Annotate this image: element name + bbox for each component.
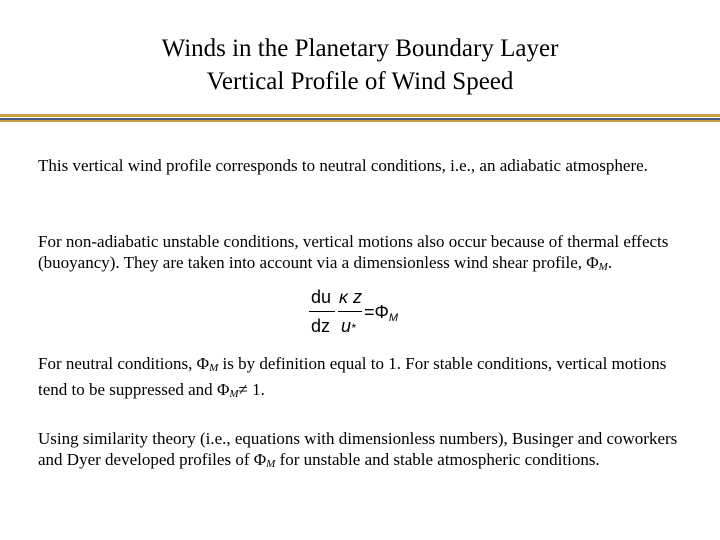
p3-text-c: ≠ 1.: [238, 380, 265, 399]
eq-fraction-bar-1: [309, 311, 335, 312]
phi-m-symbol: ΦM: [253, 450, 276, 470]
phi-m-symbol: ΦM: [216, 380, 239, 400]
slide-title: [0, 32, 720, 98]
p3-text-b: is by definition equal to 1. For stable conditions, vertical motions tend to be suppressed and: [38, 354, 667, 399]
phi-m-symbol: ΦM: [586, 253, 608, 273]
paragraph-neutral-profile: This vertical wind profile corresponds to neutral conditions, i.e., an adiabatic atmosphere.: [38, 156, 648, 175]
title-divider-gold-bottom: [0, 120, 720, 122]
p3-text-a: For neutral conditions,: [38, 354, 197, 373]
eq-rhs-phi-m: =ΦM: [364, 302, 399, 324]
p4-text-b: for unstable and stable atmospheric conditions.: [275, 450, 600, 469]
eq-denominator-ustar: u*: [341, 316, 356, 336]
paragraph-similarity-theory: [38, 428, 688, 475]
title-line-1: Winds in the Planetary Boundary Layer: [161, 35, 559, 62]
wind-shear-equation: [308, 285, 418, 341]
paragraph-neutral-stable: [38, 353, 688, 405]
eq-fraction-bar-2: [338, 311, 362, 312]
p4-text-a: Using similarity theory (i.e., equations with dimensionless numbers), Businger and coworkers and Dyer developed profiles of: [38, 429, 678, 469]
eq-denominator-dz: dz: [311, 316, 331, 336]
eq-numerator-kappa-z: κ z: [339, 287, 363, 307]
eq-numerator-du: du: [311, 287, 332, 307]
title-line-2: Vertical Profile of Wind Speed: [206, 68, 514, 95]
p2-text: For non-adiabatic unstable conditions, vertical motions also occur because of thermal effects (buoyancy). They are taken into account via a dimensionless wind shear profile,: [38, 232, 669, 272]
paragraph-unstable-conditions: [38, 231, 688, 278]
phi-m-symbol: ΦM: [196, 354, 219, 374]
p2-end: .: [607, 253, 613, 272]
